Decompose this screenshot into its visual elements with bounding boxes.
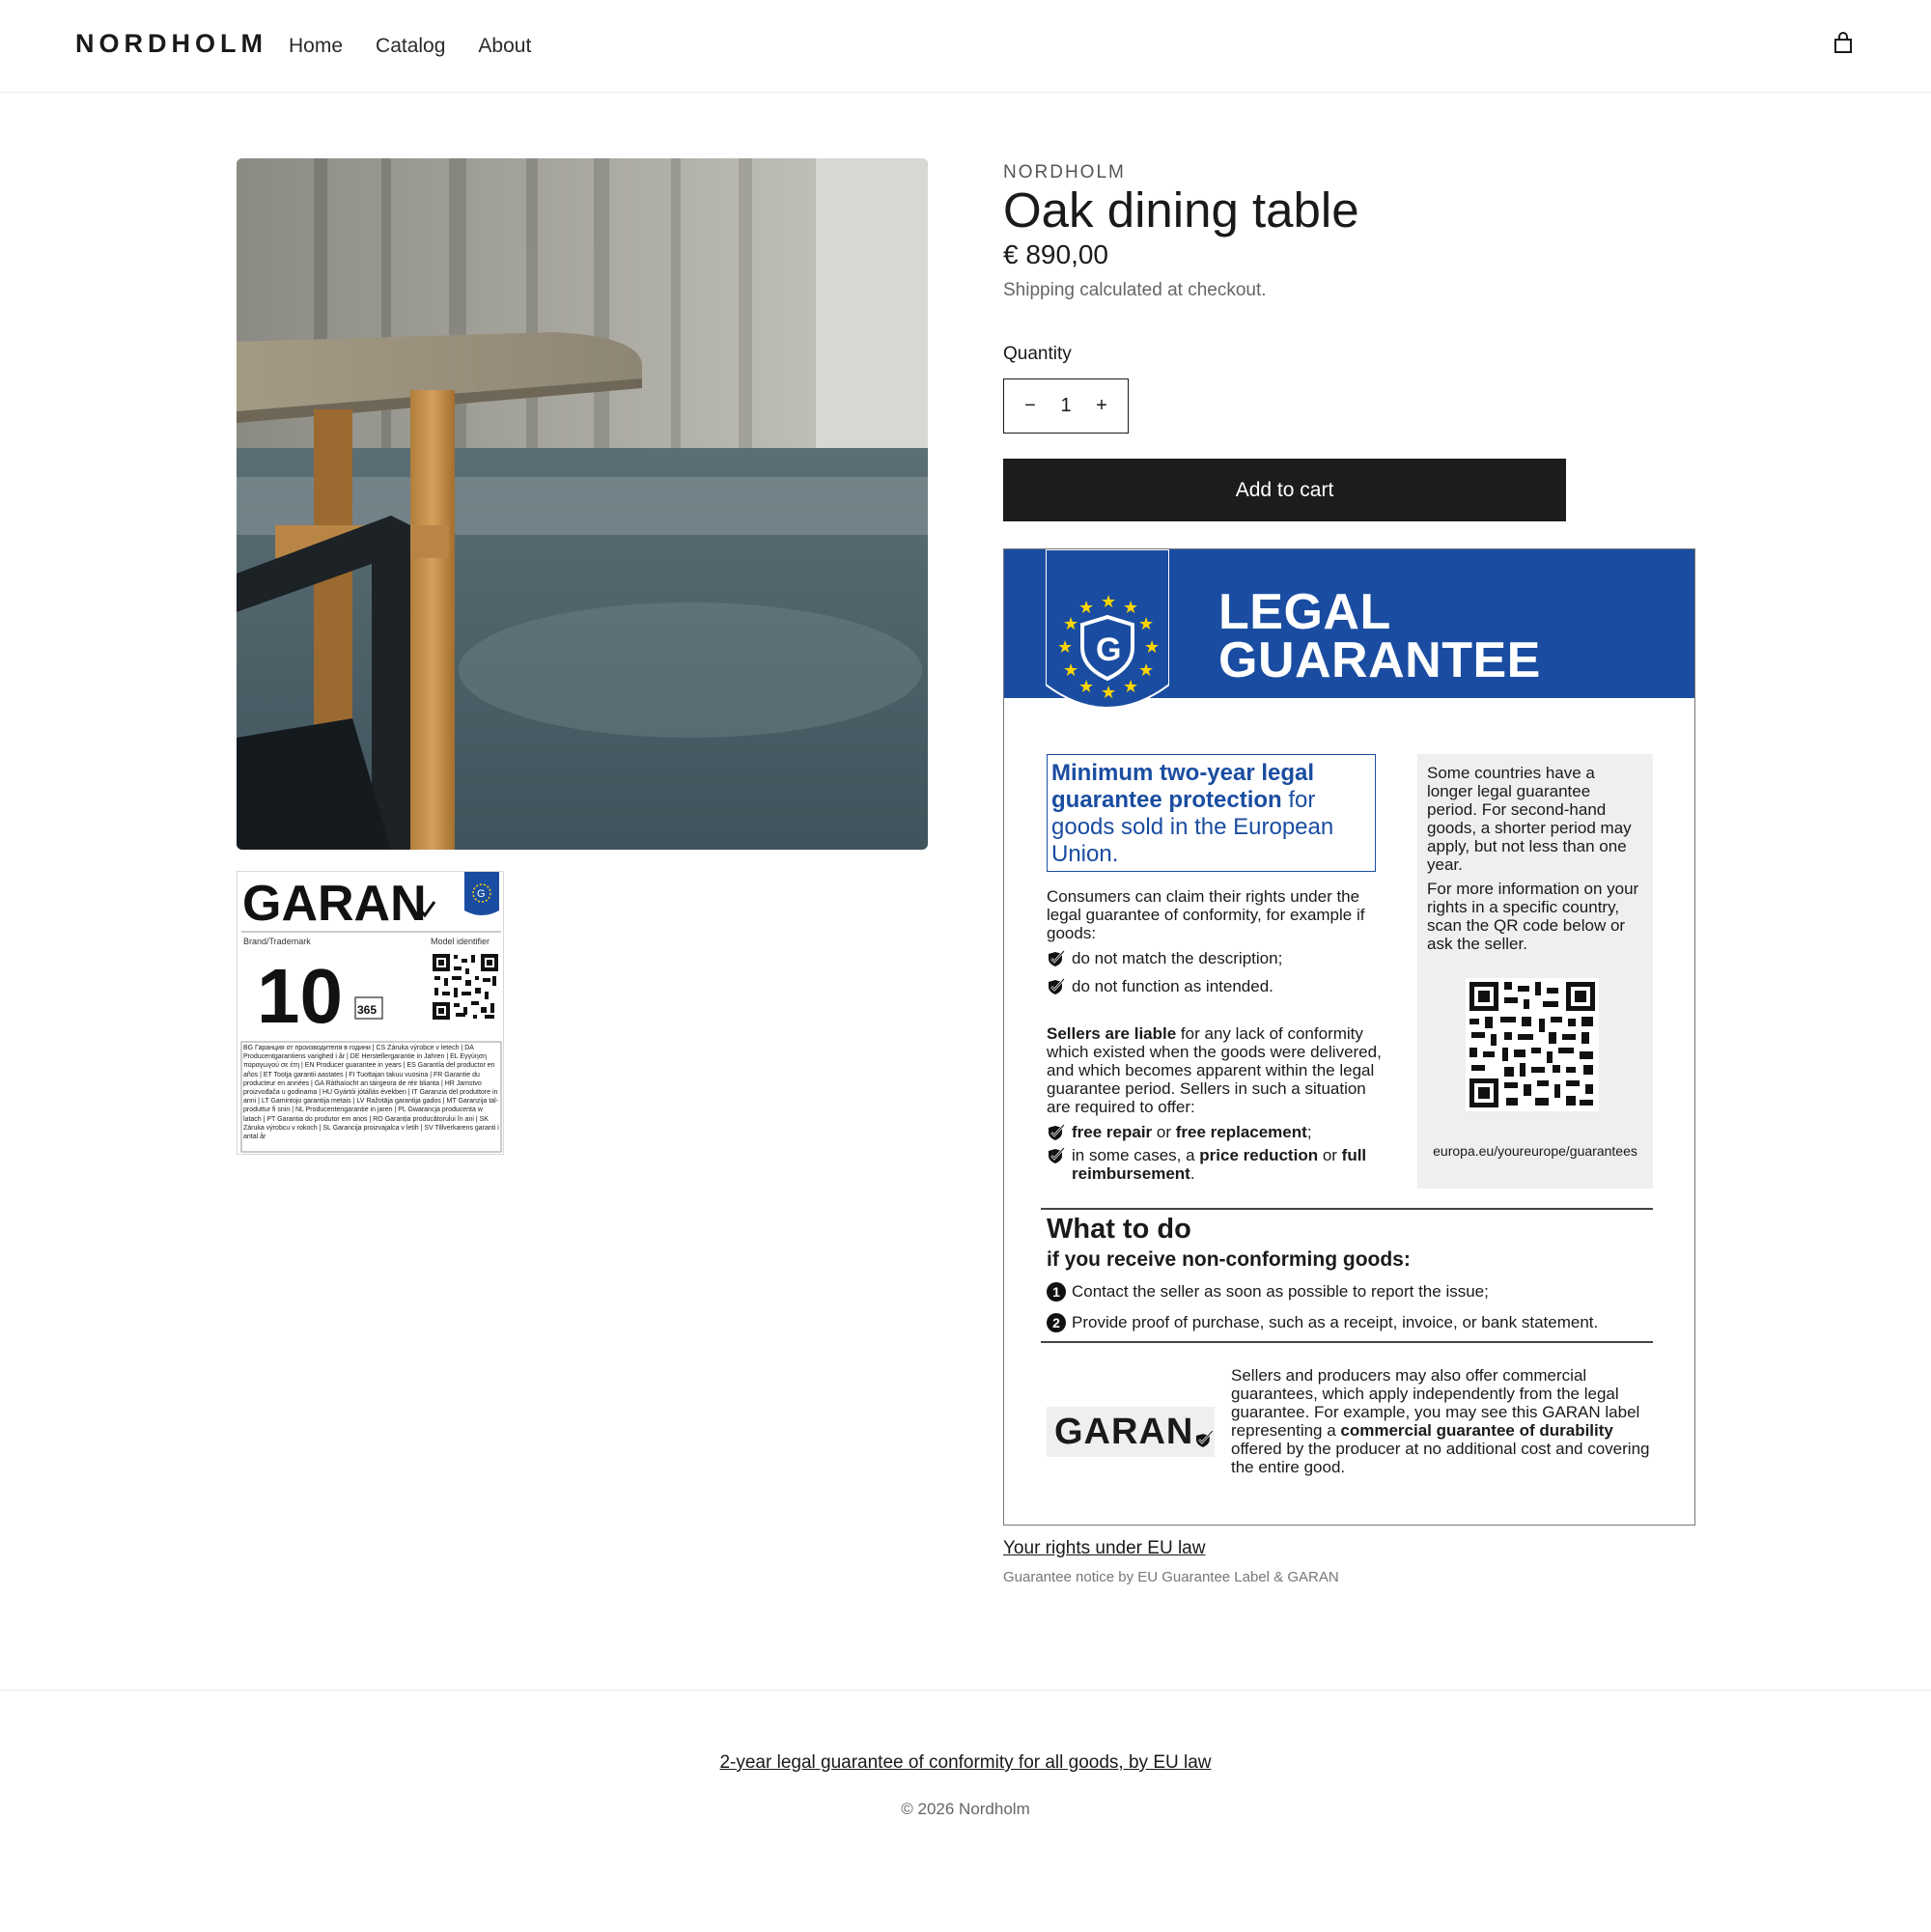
commercial-text-c: offered by the producer at no additional cost and covering the entire good. — [1231, 1440, 1650, 1476]
check-shield-icon — [1047, 978, 1066, 995]
garan-label-text: GARAN — [1054, 1411, 1194, 1452]
what-to-do-heading: What to do — [1047, 1214, 1191, 1245]
shipping-note — [1003, 280, 1267, 301]
garan-label-image — [238, 872, 504, 1155]
svg-text:★: ★ — [1138, 660, 1155, 680]
thumb-qr-code — [433, 954, 498, 1020]
footer-divider — [0, 1690, 1931, 1691]
shield-letter: G — [1096, 631, 1122, 668]
offer-some-cases: in some cases, a — [1072, 1146, 1200, 1164]
garan-label — [1047, 1407, 1215, 1457]
offer-item-2 — [1047, 1146, 1394, 1183]
commercial-text-a: Sellers and producers may also offer commercial guarantees, which apply independently from the legal guarantee. For example, you may see this GARAN label representing a — [1231, 1366, 1640, 1440]
minimum-protection-rest: for goods sold in the European Union. — [1051, 787, 1334, 867]
eu-guarantee-shield-icon — [1046, 549, 1169, 721]
guarantee-title — [1218, 584, 1541, 688]
footer-copyright: © 2026 Nordholm — [901, 1800, 1030, 1818]
guarantees-url[interactable]: europa.eu/youreurope/guarantees — [1433, 1143, 1637, 1159]
divider — [1041, 1341, 1653, 1343]
sellers-liable-text — [1047, 1024, 1385, 1116]
offer-or: or — [1152, 1123, 1176, 1141]
svg-text:★: ★ — [1078, 598, 1095, 617]
minimum-protection-box — [1047, 754, 1376, 872]
legal-guarantee-notice — [1003, 548, 1695, 1526]
check-shield-icon — [1047, 950, 1066, 967]
claim-item-2 — [1047, 977, 1394, 995]
svg-text:G: G — [477, 888, 486, 900]
step-2-text: Provide proof of purchase, such as a receipt, invoice, or bank statement. — [1072, 1313, 1599, 1331]
sellers-liable-rest: for any lack of conformity which existed when the goods were delivered, and which becomes apparent within the legal guarantee period. Sellers in such a situation are required to offer: — [1047, 1024, 1382, 1116]
sellers-liable-bold: Sellers are liable — [1047, 1024, 1177, 1043]
step-2-number: 2 — [1047, 1313, 1066, 1332]
commercial-text-bold: commercial guarantee of durability — [1340, 1421, 1613, 1440]
main-nav — [289, 35, 531, 58]
thumb-brand: GARAN — [242, 876, 427, 932]
svg-text:★: ★ — [1101, 683, 1117, 702]
offer-price-reduction: price reduction — [1199, 1146, 1319, 1164]
what-to-do-subheading: if you receive non-conforming goods: — [1047, 1248, 1411, 1271]
svg-text:★: ★ — [1101, 592, 1117, 611]
product-price: € 890,00 — [1003, 239, 1108, 269]
country-info-p2: For more information on your rights in a specific country, scan the QR code below or ask the seller. — [1427, 880, 1639, 953]
minimum-protection-bold: Minimum two-year legal guarantee protection — [1051, 760, 1315, 813]
nav-catalog[interactable]: Catalog — [376, 35, 446, 57]
country-info-panel — [1417, 754, 1653, 1189]
quantity-stepper — [1003, 378, 1129, 434]
offer-semicolon: ; — [1306, 1123, 1312, 1141]
thumb-model-label: Model identifier — [431, 937, 490, 946]
check-shield-icon — [1047, 1124, 1066, 1141]
eu-rights-link[interactable]: Your rights under EU law — [1003, 1538, 1206, 1558]
guarantees-qr-code-icon[interactable] — [1466, 978, 1599, 1111]
add-to-cart-button[interactable]: Add to cart — [1003, 459, 1566, 521]
offer-item-1 — [1047, 1123, 1394, 1141]
product-title: Oak dining table — [1003, 182, 1359, 238]
svg-text:★: ★ — [1057, 637, 1074, 657]
thumb-years: 10 — [257, 953, 343, 1039]
site-logo[interactable]: NORDHOLM — [75, 29, 267, 58]
svg-text:★: ★ — [1078, 677, 1095, 696]
svg-text:★: ★ — [1138, 614, 1155, 633]
product-vendor: NORDHOLM — [1003, 162, 1126, 182]
product-thumbnail-garan-label[interactable] — [237, 871, 504, 1155]
shopping-bag-icon[interactable] — [1831, 31, 1856, 56]
offer-free-replacement: free replacement — [1175, 1123, 1307, 1141]
guarantee-title-line-1: LEGAL — [1218, 584, 1391, 640]
svg-text:★: ★ — [1063, 660, 1079, 680]
claim-item-2-text: do not function as intended. — [1072, 977, 1273, 995]
guarantee-title-line-2: GUARANTEE — [1218, 632, 1541, 688]
offer-period: . — [1189, 1164, 1195, 1183]
quantity-label: Quantity — [1003, 344, 1072, 364]
step-1 — [1047, 1282, 1489, 1302]
step-1-number: 1 — [1047, 1282, 1066, 1302]
site-header — [0, 0, 1931, 93]
quantity-decrease-button[interactable]: − — [1024, 395, 1036, 416]
thumb-brand-label: Brand/Trademark — [243, 937, 311, 946]
offer-free-repair: free repair — [1072, 1123, 1153, 1141]
nav-about[interactable]: About — [478, 35, 532, 57]
product-main-image[interactable] — [237, 158, 928, 850]
claim-item-1-text: do not match the description; — [1072, 949, 1283, 967]
thumb-languages: BG Гаранция от производителя в години | CS Záruka výrobce v letech | DA Producentgarantiens varighed i år | DE Herstellergarantie in Jahren | EL Εγγύηση παραγωγού σε έτη | EN Producer guarantee in years | ES Garantía del productor en años | ET Tootja garantii aastates | FI Tuottajan takuu vuosina | FR Garantie du producteur en années | GA Ráthaíocht an táirgeora de réir blianta | HR Jamstvo proizvođača u godinama | HU Gyártói jótállás években | IT Garanzia del produttore in anni | LT Gamintojo garantija metais | LV Ražotāja garantija gados | MT Garanzija tal-produttur fi snin | NL Producentengarantie in jaren | PL Gwarancja producenta w latach | PT Garantia do produtor em anos | RO Garanția producătorului în ani | SK Záruka výrobcu v rokoch | SL Garancija proizvajalca v letih | SV Tillverkarens garanti i antal år — [243, 1045, 499, 1141]
country-info-p1: Some countries have a longer legal guarantee period. For second-hand goods, a shorter period may apply, but not less than one year. — [1427, 764, 1632, 874]
shipping-link[interactable]: Shipping — [1003, 280, 1075, 300]
divider — [1041, 1208, 1653, 1210]
guarantee-notice-credit: Guarantee notice by EU Guarantee Label & GARAN — [1003, 1569, 1339, 1585]
quantity-increase-button[interactable]: + — [1096, 395, 1107, 416]
step-2 — [1047, 1313, 1598, 1332]
claim-item-1 — [1047, 949, 1394, 967]
oak-table-photo — [237, 158, 928, 850]
garan-check-icon — [1193, 1428, 1215, 1449]
svg-text:★: ★ — [1123, 598, 1139, 617]
svg-text:★: ★ — [1123, 677, 1139, 696]
footer-guarantee-link[interactable]: 2-year legal guarantee of conformity for all goods, by EU law — [719, 1752, 1212, 1773]
step-1-text: Contact the seller as soon as possible to report the issue; — [1072, 1282, 1489, 1301]
thumb-days: 365 — [357, 1003, 378, 1017]
commercial-guarantee-text — [1231, 1366, 1662, 1476]
quantity-input[interactable]: 1 — [1060, 395, 1072, 416]
offer-or-2: or — [1318, 1146, 1342, 1164]
claim-intro: Consumers can claim their rights under the legal guarantee of conformity, for example if goods: — [1047, 887, 1365, 942]
svg-text:★: ★ — [1144, 637, 1161, 657]
offer-full-reimbursement: full reimbursement — [1072, 1146, 1367, 1183]
svg-text:★: ★ — [1063, 614, 1079, 633]
nav-home[interactable]: Home — [289, 35, 344, 57]
shipping-note-text: calculated at checkout. — [1074, 280, 1267, 300]
check-shield-icon — [1047, 1147, 1066, 1164]
